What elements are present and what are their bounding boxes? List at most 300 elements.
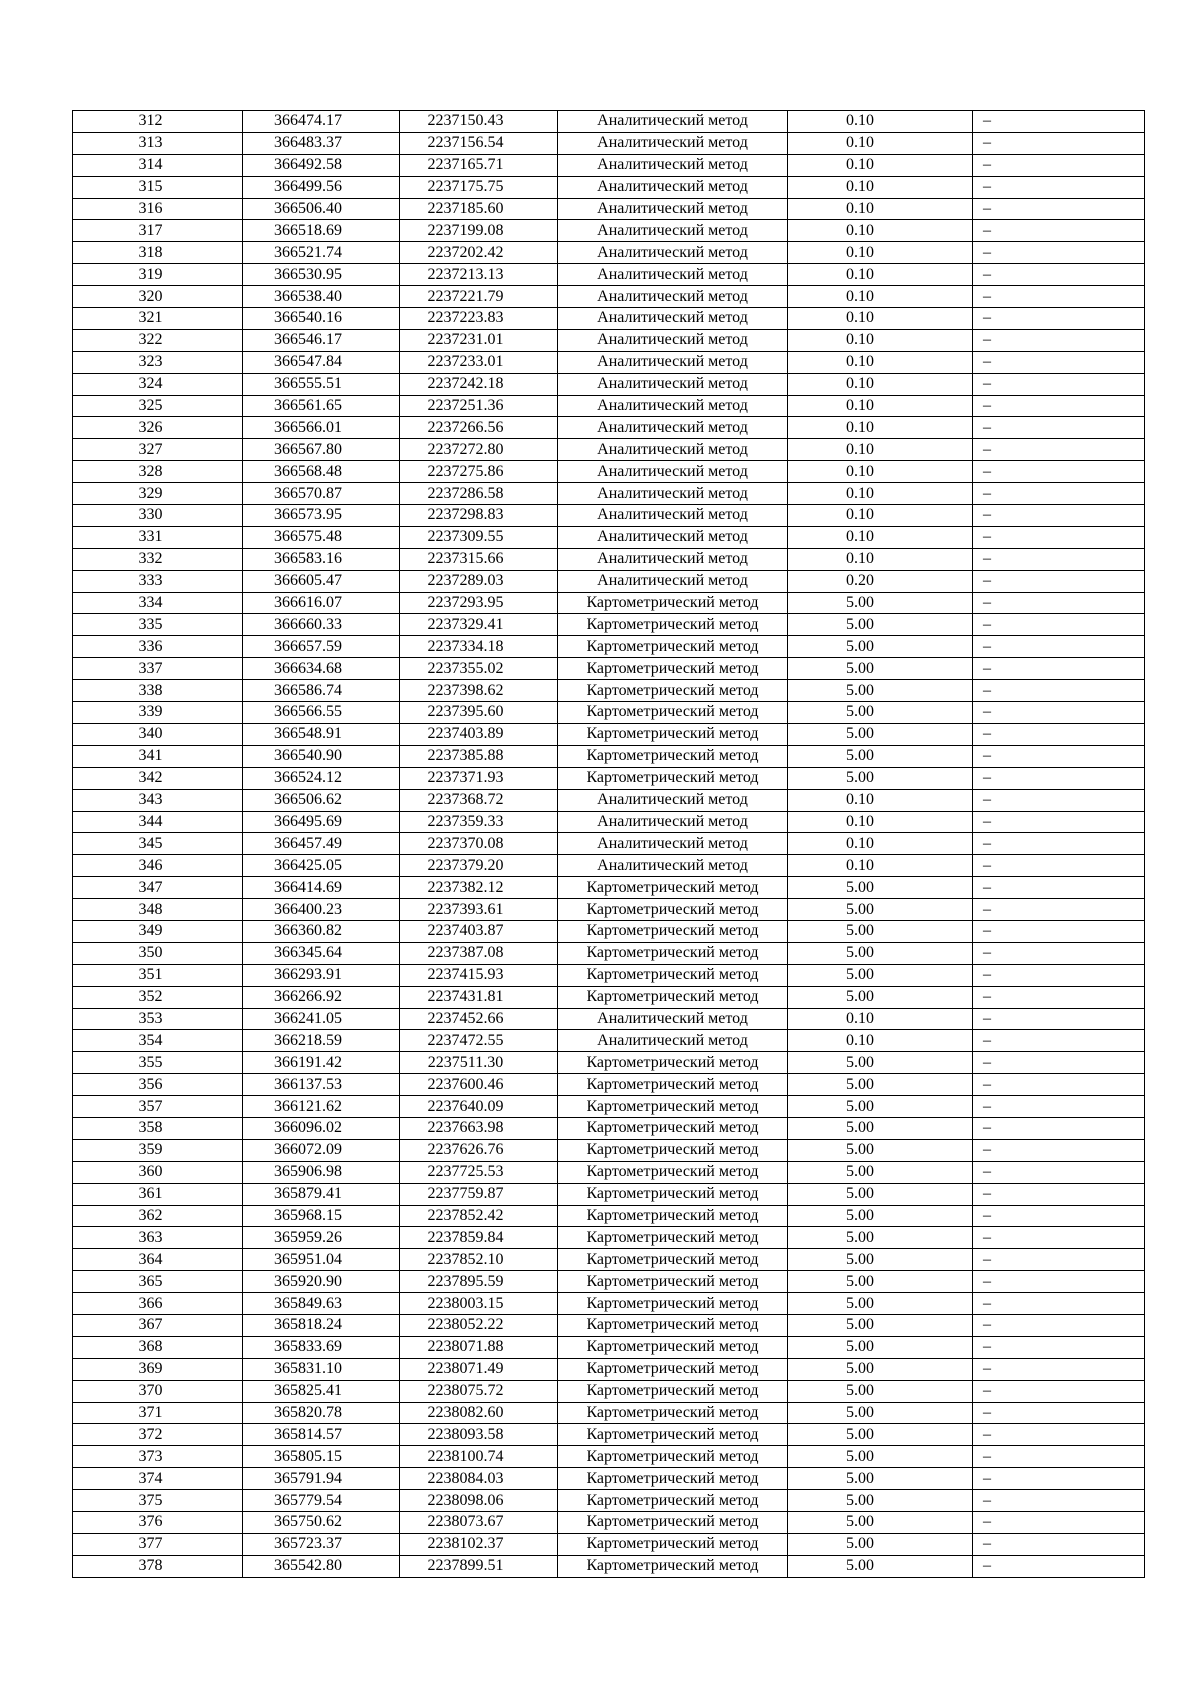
note-cell: – [973,548,1145,570]
method-cell: Аналитический метод [558,1030,788,1052]
y-coordinate-cell: 2237382.12 [400,877,558,899]
accuracy-cell: 5.00 [788,1096,973,1118]
accuracy-cell: 5.00 [788,1271,973,1293]
point-number-cell: 336 [73,636,243,658]
y-coordinate-cell: 2237175.75 [400,176,558,198]
note-cell: – [973,483,1145,505]
x-coordinate-cell: 366660.33 [243,614,400,636]
x-coordinate-cell: 366524.12 [243,767,400,789]
table-row [73,242,1145,264]
x-coordinate-cell: 366483.37 [243,132,400,154]
y-coordinate-cell: 2237600.46 [400,1074,558,1096]
point-number-cell: 315 [73,176,243,198]
y-coordinate-cell: 2237387.08 [400,942,558,964]
accuracy-cell: 5.00 [788,920,973,942]
note-cell: – [973,1533,1145,1555]
x-coordinate-cell: 366096.02 [243,1117,400,1139]
y-coordinate-cell: 2237626.76 [400,1139,558,1161]
method-cell: Картометрический метод [558,986,788,1008]
point-number-cell: 347 [73,877,243,899]
table-row [73,986,1145,1008]
note-cell: – [973,351,1145,373]
table-row [73,1512,1145,1534]
method-cell: Аналитический метод [558,855,788,877]
x-coordinate-cell: 366492.58 [243,154,400,176]
note-cell: – [973,1336,1145,1358]
y-coordinate-cell: 2237286.58 [400,483,558,505]
point-number-cell: 341 [73,745,243,767]
point-number-cell: 318 [73,242,243,264]
point-number-cell: 360 [73,1161,243,1183]
accuracy-cell: 0.10 [788,789,973,811]
x-coordinate-cell: 366575.48 [243,526,400,548]
method-cell: Аналитический метод [558,395,788,417]
x-coordinate-cell: 366266.92 [243,986,400,1008]
x-coordinate-cell: 366586.74 [243,680,400,702]
accuracy-cell: 0.10 [788,833,973,855]
table-row [73,877,1145,899]
accuracy-cell: 5.00 [788,1468,973,1490]
method-cell: Картометрический метод [558,1271,788,1293]
method-cell: Картометрический метод [558,658,788,680]
point-number-cell: 333 [73,570,243,592]
point-number-cell: 340 [73,723,243,745]
x-coordinate-cell: 366583.16 [243,548,400,570]
accuracy-cell: 5.00 [788,1293,973,1315]
method-cell: Аналитический метод [558,373,788,395]
table-row [73,1117,1145,1139]
y-coordinate-cell: 2237199.08 [400,220,558,242]
accuracy-cell: 0.10 [788,242,973,264]
table-row [73,1008,1145,1030]
accuracy-cell: 0.10 [788,264,973,286]
table-row [73,1096,1145,1118]
y-coordinate-cell: 2237165.71 [400,154,558,176]
point-number-cell: 317 [73,220,243,242]
note-cell: – [973,1227,1145,1249]
y-coordinate-cell: 2237156.54 [400,132,558,154]
table-row [73,1468,1145,1490]
method-cell: Картометрический метод [558,1336,788,1358]
point-number-cell: 346 [73,855,243,877]
y-coordinate-cell: 2237403.87 [400,920,558,942]
note-cell: – [973,811,1145,833]
x-coordinate-cell: 366605.47 [243,570,400,592]
y-coordinate-cell: 2237370.08 [400,833,558,855]
accuracy-cell: 5.00 [788,1052,973,1074]
x-coordinate-cell: 366547.84 [243,351,400,373]
point-number-cell: 354 [73,1030,243,1052]
x-coordinate-cell: 366566.01 [243,417,400,439]
x-coordinate-cell: 366218.59 [243,1030,400,1052]
point-number-cell: 314 [73,154,243,176]
note-cell: – [973,877,1145,899]
accuracy-cell: 5.00 [788,1183,973,1205]
note-cell: – [973,154,1145,176]
accuracy-cell: 5.00 [788,1380,973,1402]
accuracy-cell: 0.10 [788,154,973,176]
method-cell: Аналитический метод [558,242,788,264]
y-coordinate-cell: 2237298.83 [400,505,558,527]
table-row [73,329,1145,351]
accuracy-cell: 0.20 [788,570,973,592]
table-row [73,811,1145,833]
y-coordinate-cell: 2237223.83 [400,308,558,330]
y-coordinate-cell: 2238071.49 [400,1358,558,1380]
accuracy-cell: 5.00 [788,1314,973,1336]
x-coordinate-cell: 365805.15 [243,1446,400,1468]
table-row [73,1336,1145,1358]
x-coordinate-cell: 366616.07 [243,592,400,614]
table-row [73,1490,1145,1512]
note-cell: – [973,264,1145,286]
note-cell: – [973,286,1145,308]
y-coordinate-cell: 2238071.88 [400,1336,558,1358]
y-coordinate-cell: 2237472.55 [400,1030,558,1052]
accuracy-cell: 5.00 [788,899,973,921]
table-row [73,723,1145,745]
y-coordinate-cell: 2237852.42 [400,1205,558,1227]
point-number-cell: 358 [73,1117,243,1139]
point-number-cell: 359 [73,1139,243,1161]
note-cell: – [973,1314,1145,1336]
method-cell: Картометрический метод [558,636,788,658]
note-cell: – [973,1555,1145,1577]
accuracy-cell: 0.10 [788,855,973,877]
y-coordinate-cell: 2237329.41 [400,614,558,636]
point-number-cell: 345 [73,833,243,855]
note-cell: – [973,1293,1145,1315]
accuracy-cell: 5.00 [788,1555,973,1577]
note-cell: – [973,658,1145,680]
point-number-cell: 356 [73,1074,243,1096]
accuracy-cell: 5.00 [788,680,973,702]
method-cell: Аналитический метод [558,176,788,198]
y-coordinate-cell: 2237663.98 [400,1117,558,1139]
method-cell: Аналитический метод [558,505,788,527]
accuracy-cell: 5.00 [788,942,973,964]
table-row [73,1183,1145,1205]
y-coordinate-cell: 2237725.53 [400,1161,558,1183]
y-coordinate-cell: 2238052.22 [400,1314,558,1336]
table-row [73,264,1145,286]
table-row [73,308,1145,330]
accuracy-cell: 5.00 [788,1402,973,1424]
note-cell: – [973,702,1145,724]
x-coordinate-cell: 366121.62 [243,1096,400,1118]
point-number-cell: 353 [73,1008,243,1030]
x-coordinate-cell: 366293.91 [243,964,400,986]
point-number-cell: 326 [73,417,243,439]
note-cell: – [973,1249,1145,1271]
x-coordinate-cell: 366566.55 [243,702,400,724]
x-coordinate-cell: 366538.40 [243,286,400,308]
accuracy-cell: 5.00 [788,1117,973,1139]
table-row [73,1380,1145,1402]
note-cell: – [973,789,1145,811]
note-cell: – [973,132,1145,154]
accuracy-cell: 0.10 [788,220,973,242]
table-row [73,920,1145,942]
note-cell: – [973,680,1145,702]
y-coordinate-cell: 2237371.93 [400,767,558,789]
table-row [73,132,1145,154]
y-coordinate-cell: 2238073.67 [400,1512,558,1534]
method-cell: Картометрический метод [558,1074,788,1096]
note-cell: – [973,373,1145,395]
x-coordinate-cell: 366495.69 [243,811,400,833]
accuracy-cell: 0.10 [788,439,973,461]
point-number-cell: 351 [73,964,243,986]
point-number-cell: 355 [73,1052,243,1074]
table-row [73,505,1145,527]
note-cell: – [973,964,1145,986]
y-coordinate-cell: 2237231.01 [400,329,558,351]
x-coordinate-cell: 365920.90 [243,1271,400,1293]
x-coordinate-cell: 365820.78 [243,1402,400,1424]
note-cell: – [973,308,1145,330]
x-coordinate-cell: 365968.15 [243,1205,400,1227]
accuracy-cell: 5.00 [788,1490,973,1512]
note-cell: – [973,1380,1145,1402]
table-row [73,439,1145,461]
y-coordinate-cell: 2237293.95 [400,592,558,614]
table-row [73,614,1145,636]
accuracy-cell: 5.00 [788,1512,973,1534]
method-cell: Картометрический метод [558,1139,788,1161]
table-row [73,548,1145,570]
accuracy-cell: 5.00 [788,1533,973,1555]
accuracy-cell: 5.00 [788,1446,973,1468]
method-cell: Картометрический метод [558,1314,788,1336]
table-row [73,767,1145,789]
method-cell: Картометрический метод [558,1293,788,1315]
point-number-cell: 349 [73,920,243,942]
point-number-cell: 362 [73,1205,243,1227]
y-coordinate-cell: 2238003.15 [400,1293,558,1315]
point-number-cell: 325 [73,395,243,417]
point-number-cell: 339 [73,702,243,724]
y-coordinate-cell: 2237213.13 [400,264,558,286]
note-cell: – [973,723,1145,745]
accuracy-cell: 0.10 [788,811,973,833]
accuracy-cell: 0.10 [788,351,973,373]
note-cell: – [973,176,1145,198]
point-number-cell: 313 [73,132,243,154]
point-number-cell: 373 [73,1446,243,1468]
point-number-cell: 343 [73,789,243,811]
note-cell: – [973,570,1145,592]
accuracy-cell: 0.10 [788,395,973,417]
note-cell: – [973,986,1145,1008]
table-row [73,1139,1145,1161]
y-coordinate-cell: 2237403.89 [400,723,558,745]
method-cell: Картометрический метод [558,1468,788,1490]
method-cell: Картометрический метод [558,1161,788,1183]
table-row [73,1314,1145,1336]
x-coordinate-cell: 366425.05 [243,855,400,877]
coordinates-table [72,110,1145,1578]
accuracy-cell: 5.00 [788,1358,973,1380]
point-number-cell: 368 [73,1336,243,1358]
note-cell: – [973,1096,1145,1118]
table-row [73,395,1145,417]
note-cell: – [973,942,1145,964]
method-cell: Картометрический метод [558,614,788,636]
x-coordinate-cell: 366457.49 [243,833,400,855]
table-row [73,1533,1145,1555]
y-coordinate-cell: 2237185.60 [400,198,558,220]
method-cell: Картометрический метод [558,1402,788,1424]
note-cell: – [973,111,1145,133]
method-cell: Аналитический метод [558,111,788,133]
method-cell: Аналитический метод [558,570,788,592]
y-coordinate-cell: 2237242.18 [400,373,558,395]
x-coordinate-cell: 365849.63 [243,1293,400,1315]
y-coordinate-cell: 2237334.18 [400,636,558,658]
method-cell: Картометрический метод [558,767,788,789]
x-coordinate-cell: 365959.26 [243,1227,400,1249]
method-cell: Картометрический метод [558,1117,788,1139]
table-row [73,1052,1145,1074]
method-cell: Аналитический метод [558,132,788,154]
table-row [73,592,1145,614]
accuracy-cell: 5.00 [788,636,973,658]
method-cell: Картометрический метод [558,1533,788,1555]
note-cell: – [973,1139,1145,1161]
point-number-cell: 337 [73,658,243,680]
note-cell: – [973,1030,1145,1052]
method-cell: Аналитический метод [558,789,788,811]
note-cell: – [973,1183,1145,1205]
table-row [73,1446,1145,1468]
point-number-cell: 322 [73,329,243,351]
table-row [73,1424,1145,1446]
point-number-cell: 338 [73,680,243,702]
y-coordinate-cell: 2237895.59 [400,1271,558,1293]
point-number-cell: 321 [73,308,243,330]
x-coordinate-cell: 366548.91 [243,723,400,745]
accuracy-cell: 0.10 [788,198,973,220]
accuracy-cell: 0.10 [788,526,973,548]
y-coordinate-cell: 2237289.03 [400,570,558,592]
point-number-cell: 342 [73,767,243,789]
note-cell: – [973,220,1145,242]
x-coordinate-cell: 366521.74 [243,242,400,264]
method-cell: Картометрический метод [558,1490,788,1512]
y-coordinate-cell: 2237415.93 [400,964,558,986]
table-row [73,899,1145,921]
point-number-cell: 319 [73,264,243,286]
note-cell: – [973,1074,1145,1096]
table-row [73,1074,1145,1096]
y-coordinate-cell: 2237368.72 [400,789,558,811]
point-number-cell: 376 [73,1512,243,1534]
table-row [73,570,1145,592]
method-cell: Аналитический метод [558,461,788,483]
method-cell: Аналитический метод [558,548,788,570]
note-cell: – [973,614,1145,636]
table-row [73,198,1145,220]
y-coordinate-cell: 2237315.66 [400,548,558,570]
note-cell: – [973,745,1145,767]
method-cell: Аналитический метод [558,286,788,308]
point-number-cell: 334 [73,592,243,614]
point-number-cell: 312 [73,111,243,133]
point-number-cell: 344 [73,811,243,833]
x-coordinate-cell: 366657.59 [243,636,400,658]
point-number-cell: 366 [73,1293,243,1315]
note-cell: – [973,1424,1145,1446]
accuracy-cell: 5.00 [788,767,973,789]
accuracy-cell: 5.00 [788,658,973,680]
x-coordinate-cell: 366400.23 [243,899,400,921]
method-cell: Картометрический метод [558,942,788,964]
table-row [73,789,1145,811]
note-cell: – [973,1161,1145,1183]
point-number-cell: 369 [73,1358,243,1380]
table-row [73,702,1145,724]
accuracy-cell: 0.10 [788,417,973,439]
table-row [73,658,1145,680]
note-cell: – [973,1117,1145,1139]
accuracy-cell: 0.10 [788,483,973,505]
y-coordinate-cell: 2237359.33 [400,811,558,833]
point-number-cell: 367 [73,1314,243,1336]
note-cell: – [973,1052,1145,1074]
point-number-cell: 378 [73,1555,243,1577]
x-coordinate-cell: 365818.24 [243,1314,400,1336]
x-coordinate-cell: 366241.05 [243,1008,400,1030]
x-coordinate-cell: 365814.57 [243,1424,400,1446]
point-number-cell: 372 [73,1424,243,1446]
point-number-cell: 350 [73,942,243,964]
method-cell: Картометрический метод [558,1555,788,1577]
accuracy-cell: 5.00 [788,1074,973,1096]
x-coordinate-cell: 366474.17 [243,111,400,133]
x-coordinate-cell: 365542.80 [243,1555,400,1577]
method-cell: Аналитический метод [558,198,788,220]
method-cell: Аналитический метод [558,264,788,286]
method-cell: Аналитический метод [558,329,788,351]
y-coordinate-cell: 2237859.84 [400,1227,558,1249]
note-cell: – [973,833,1145,855]
y-coordinate-cell: 2238084.03 [400,1468,558,1490]
accuracy-cell: 0.10 [788,461,973,483]
x-coordinate-cell: 366555.51 [243,373,400,395]
method-cell: Аналитический метод [558,220,788,242]
method-cell: Картометрический метод [558,1380,788,1402]
note-cell: – [973,899,1145,921]
method-cell: Картометрический метод [558,1446,788,1468]
note-cell: – [973,636,1145,658]
method-cell: Картометрический метод [558,899,788,921]
accuracy-cell: 5.00 [788,986,973,1008]
x-coordinate-cell: 365906.98 [243,1161,400,1183]
point-number-cell: 328 [73,461,243,483]
accuracy-cell: 5.00 [788,1249,973,1271]
note-cell: – [973,526,1145,548]
x-coordinate-cell: 366137.53 [243,1074,400,1096]
note-cell: – [973,242,1145,264]
table-row [73,636,1145,658]
x-coordinate-cell: 365833.69 [243,1336,400,1358]
method-cell: Картометрический метод [558,1227,788,1249]
table-row [73,1030,1145,1052]
method-cell: Аналитический метод [558,351,788,373]
y-coordinate-cell: 2237759.87 [400,1183,558,1205]
point-number-cell: 365 [73,1271,243,1293]
